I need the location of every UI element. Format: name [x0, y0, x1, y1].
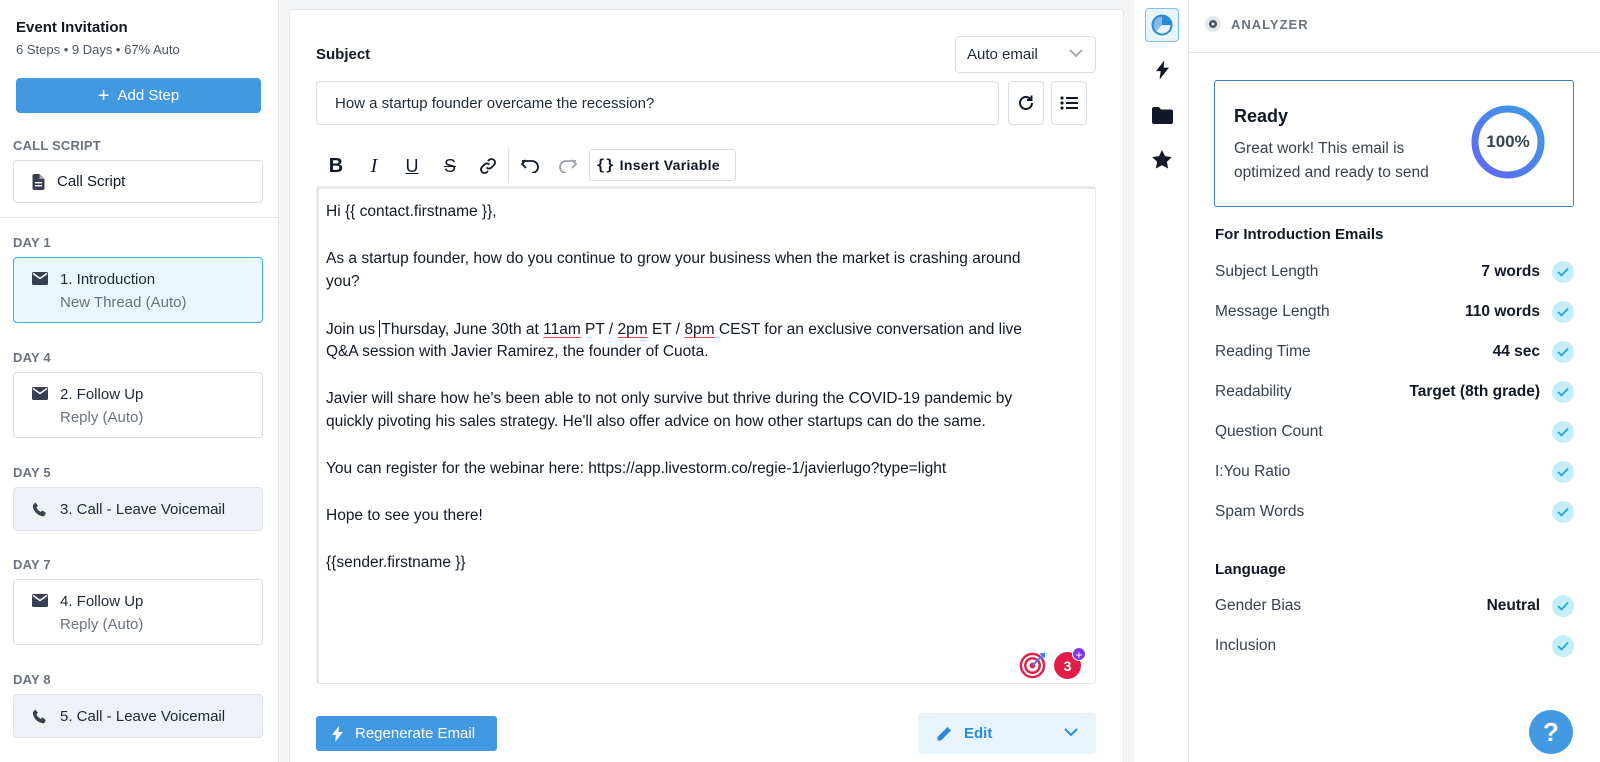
- regenerate-email-label: Regenerate Email: [355, 725, 476, 742]
- body-text: ET /: [647, 321, 685, 338]
- metric-row: [1215, 461, 1574, 485]
- call-script-item[interactable]: [13, 160, 263, 203]
- check-icon: [1552, 301, 1574, 323]
- day-label: DAY 5: [13, 465, 51, 480]
- step-subtitle: Reply (Auto): [60, 616, 144, 633]
- step-subtitle: New Thread (Auto): [60, 294, 187, 311]
- spelling-flag[interactable]: 11am: [543, 321, 581, 338]
- check-icon: [1552, 595, 1574, 617]
- envelope-icon: [32, 272, 48, 285]
- metric-value: Neutral: [1486, 597, 1540, 614]
- step-follow-up-1[interactable]: [13, 372, 263, 438]
- metric-value: Target (8th grade): [1409, 383, 1540, 400]
- strikethrough-icon[interactable]: S: [443, 155, 456, 176]
- lightning-tab[interactable]: [1145, 53, 1179, 87]
- readiness-description: Great work! This email is optimized and ready to send: [1234, 140, 1429, 181]
- analyzer-tab[interactable]: [1145, 8, 1179, 42]
- metric-label: Message Length: [1215, 303, 1330, 320]
- metric-row: [1215, 341, 1574, 365]
- step-title: 2. Follow Up: [60, 386, 144, 403]
- lightning-icon: [1156, 60, 1169, 80]
- phone-icon: [32, 709, 47, 724]
- analyzer-title: ANALYZER: [1231, 16, 1309, 32]
- body-paragraph-2-line-1: [326, 320, 1022, 339]
- body-paragraph-2-line-2: Q&A session with Javier Ramirez, the founder of Cuota.: [326, 343, 709, 360]
- readiness-title: Ready: [1234, 106, 1289, 126]
- folder-icon: [1152, 107, 1173, 124]
- sequence-title: Event Invitation: [16, 19, 128, 36]
- day-label: DAY 1: [13, 235, 51, 250]
- analyzer-divider: [1189, 52, 1600, 53]
- body-paragraph-3-line-1: Javier will share how he's been able to not only survive but thrive during the COVID-19 pandemic by: [326, 390, 1013, 407]
- analyzer-header: [1205, 16, 1309, 32]
- spelling-flag[interactable]: 2pm: [617, 321, 648, 338]
- braces-icon: {}: [596, 156, 615, 174]
- metric-row: [1215, 301, 1574, 325]
- sidebar-divider: [0, 217, 279, 218]
- metric-row: [1215, 261, 1574, 285]
- undo-icon[interactable]: [516, 152, 544, 180]
- subject-label: Subject: [316, 46, 371, 63]
- body-text: CEST for an exclusive conversation and live: [714, 321, 1022, 338]
- add-step-label: Add Step: [117, 87, 180, 104]
- step-call-1[interactable]: [13, 487, 263, 531]
- check-icon: [1552, 381, 1574, 403]
- list-icon: [1060, 96, 1078, 110]
- body-paragraph-3-line-2: quickly pivoting his sales strategy. He'll also offer advice on how other startups can do the same.: [326, 413, 986, 430]
- subject-options-button[interactable]: [1051, 81, 1087, 125]
- step-title: 4. Follow Up: [60, 593, 144, 610]
- plus-icon: +: [1072, 647, 1086, 661]
- pencil-icon: [936, 726, 952, 742]
- body-signature: {{sender.firstname }}: [326, 554, 466, 571]
- lightning-icon: [332, 726, 343, 742]
- star-tab[interactable]: [1145, 142, 1179, 176]
- metric-label: Subject Length: [1215, 263, 1319, 280]
- star-icon: [1152, 150, 1172, 169]
- body-text: PT /: [580, 321, 618, 338]
- check-icon: [1552, 461, 1574, 483]
- edit-label: Edit: [964, 725, 993, 742]
- metric-label: Reading Time: [1215, 343, 1311, 360]
- metric-value: 110 words: [1465, 303, 1540, 320]
- metric-label: Inclusion: [1215, 637, 1277, 654]
- metric-row: [1215, 595, 1574, 619]
- folder-tab[interactable]: [1145, 98, 1179, 132]
- check-icon: [1552, 421, 1574, 443]
- analyzer-logo-icon: [1205, 16, 1221, 32]
- target-icon[interactable]: [1019, 652, 1046, 679]
- pie-chart-icon: [1151, 14, 1173, 36]
- regenerate-subject-button[interactable]: [1008, 81, 1044, 125]
- link-icon[interactable]: [474, 152, 502, 180]
- refresh-icon: [1017, 94, 1035, 112]
- check-icon: [1552, 501, 1574, 523]
- step-title: 3. Call - Leave Voicemail: [60, 501, 226, 518]
- email-mode-value: Auto email: [967, 46, 1038, 63]
- help-button[interactable]: [1529, 710, 1573, 754]
- metric-label: Spam Words: [1215, 503, 1305, 520]
- phone-icon: [32, 502, 47, 517]
- body-greeting: Hi {{ contact.firstname }},: [326, 203, 497, 220]
- chevron-down-icon: [1064, 728, 1078, 737]
- check-icon: [1552, 635, 1574, 657]
- bold-icon[interactable]: B: [328, 154, 344, 177]
- body-paragraph-4: You can register for the webinar here: https://app.livestorm.co/regie-1/javierlugo?type=light: [326, 460, 947, 477]
- metric-value: 7 words: [1481, 263, 1540, 280]
- metric-value: 44 sec: [1492, 343, 1540, 360]
- underline-icon[interactable]: U: [405, 155, 419, 176]
- call-script-section-label: CALL SCRIPT: [13, 138, 101, 153]
- body-paragraph-1-line-2: you?: [326, 273, 360, 290]
- metric-label: Readability: [1215, 383, 1292, 400]
- metric-row: [1215, 381, 1574, 405]
- introduction-section-title: For Introduction Emails: [1215, 226, 1384, 243]
- sequence-meta: 6 Steps • 9 Days • 67% Auto: [16, 42, 180, 57]
- email-mode-select[interactable]: [955, 36, 1096, 73]
- step-subtitle: Reply (Auto): [60, 409, 144, 426]
- call-script-label: Call Script: [57, 173, 126, 190]
- plus-icon: +: [97, 84, 110, 107]
- metric-row: [1215, 421, 1574, 445]
- metric-label: Gender Bias: [1215, 597, 1302, 614]
- step-introduction[interactable]: [13, 257, 263, 323]
- grammar-issues-badge[interactable]: 3: [1054, 652, 1081, 679]
- document-icon: [32, 174, 45, 190]
- regenerate-email-button[interactable]: [316, 716, 497, 751]
- envelope-icon: [32, 594, 48, 607]
- italic-icon[interactable]: I: [370, 154, 378, 177]
- day-label: DAY 8: [13, 672, 51, 687]
- edit-dropdown-button[interactable]: [918, 713, 1096, 754]
- body-text: Thursday, June 30th at: [381, 321, 544, 338]
- check-icon: [1552, 341, 1574, 363]
- day-label: DAY 7: [13, 557, 51, 572]
- metric-label: I:You Ratio: [1215, 463, 1291, 480]
- insert-variable-label: Insert Variable: [619, 157, 720, 173]
- chevron-down-icon: [1069, 49, 1083, 58]
- check-icon: [1552, 261, 1574, 283]
- add-step-button[interactable]: [16, 78, 261, 113]
- body-paragraph-5: Hope to see you there!: [326, 507, 483, 524]
- body-text: Join us: [326, 321, 380, 338]
- toolbar-separator: [508, 148, 509, 182]
- insert-variable-button[interactable]: [589, 149, 736, 181]
- score-value: 100%: [1486, 132, 1530, 151]
- spelling-flag[interactable]: 8pm: [684, 321, 715, 338]
- language-section-title: Language: [1215, 561, 1286, 578]
- body-paragraph-1-line-1: As a startup founder, how do you continue to grow your business when the market is crashing around: [326, 250, 1021, 267]
- redo-icon[interactable]: [554, 152, 582, 180]
- envelope-icon: [32, 387, 48, 400]
- metric-row: [1215, 501, 1574, 525]
- step-call-2[interactable]: [13, 694, 263, 738]
- step-title: 1. Introduction: [60, 271, 156, 288]
- metric-label: Question Count: [1215, 423, 1323, 440]
- step-follow-up-2[interactable]: [13, 579, 263, 645]
- metric-row: [1215, 635, 1574, 659]
- day-label: DAY 4: [13, 350, 51, 365]
- step-title: 5. Call - Leave Voicemail: [60, 708, 226, 725]
- subject-input[interactable]: [316, 81, 999, 125]
- help-label: ?: [1543, 716, 1559, 747]
